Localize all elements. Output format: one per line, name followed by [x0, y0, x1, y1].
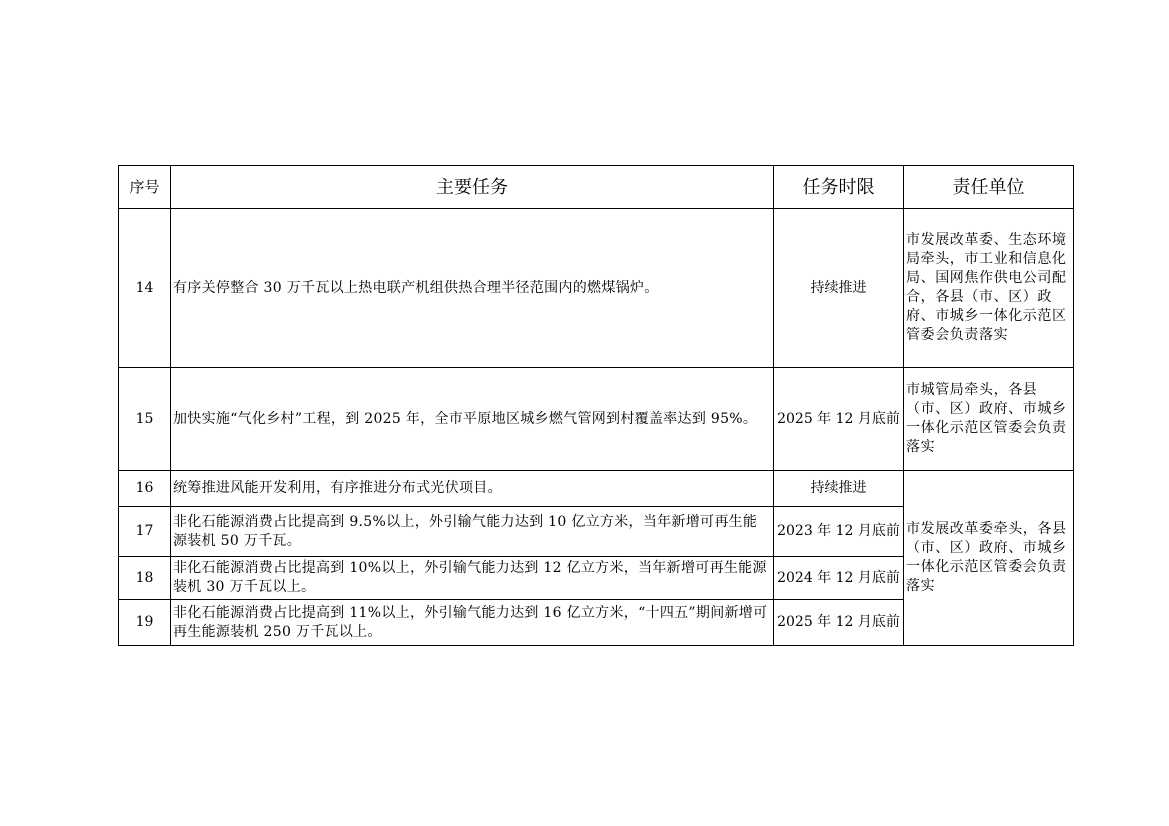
- header-seq: 序号: [119, 166, 171, 209]
- row-deadline: 持续推进: [774, 209, 904, 368]
- header-unit: 责任单位: [904, 166, 1074, 209]
- row-task: 加快实施“气化乡村”工程，到 2025 年，全市平原地区城乡燃气管网到村覆盖率达到 95%。: [171, 368, 774, 471]
- row-task: 统筹推进风能开发利用，有序推进分布式光伏项目。: [171, 471, 774, 507]
- row-deadline: 2023 年 12 月底前: [774, 507, 904, 557]
- row-unit-merged: 市发展改革委牵头，各县（市、区）政府、市城乡一体化示范区管委会负责落实: [904, 471, 1074, 646]
- row-seq: 15: [119, 368, 171, 471]
- row-seq: 16: [119, 471, 171, 507]
- row-seq: 18: [119, 557, 171, 600]
- row-deadline: 2025 年 12 月底前: [774, 368, 904, 471]
- table-row: [119, 471, 1074, 507]
- row-deadline: 2024 年 12 月底前: [774, 557, 904, 600]
- row-task: 有序关停整合 30 万千瓦以上热电联产机组供热合理半径范围内的燃煤锅炉。: [171, 209, 774, 368]
- header-task: 主要任务: [171, 166, 774, 209]
- table-header-row: [119, 166, 1074, 209]
- row-seq: 14: [119, 209, 171, 368]
- table-row: [119, 209, 1074, 368]
- row-seq: 19: [119, 600, 171, 646]
- row-deadline: 2025 年 12 月底前: [774, 600, 904, 646]
- row-unit: 市发展改革委、生态环境局牵头，市工业和信息化局、国网焦作供电公司配合，各县（市、区）政府、市城乡一体化示范区管委会负责落实: [904, 209, 1074, 368]
- row-seq: 17: [119, 507, 171, 557]
- row-unit: 市城管局牵头，各县（市、区）政府、市城乡一体化示范区管委会负责落实: [904, 368, 1074, 471]
- row-deadline: 持续推进: [774, 471, 904, 507]
- row-task: 非化石能源消费占比提高到 10%以上，外引输气能力达到 12 亿立方米，当年新增可再生能源装机 30 万千瓦以上。: [171, 557, 774, 600]
- row-task: 非化石能源消费占比提高到 9.5%以上，外引输气能力达到 10 亿立方米，当年新增可再生能源装机 50 万千瓦。: [171, 507, 774, 557]
- task-table: [118, 165, 1074, 646]
- row-task: 非化石能源消费占比提高到 11%以上，外引输气能力达到 16 亿立方米，“十四五”期间新增可再生能源装机 250 万千瓦以上。: [171, 600, 774, 646]
- header-deadline: 任务时限: [774, 166, 904, 209]
- table-row: [119, 368, 1074, 471]
